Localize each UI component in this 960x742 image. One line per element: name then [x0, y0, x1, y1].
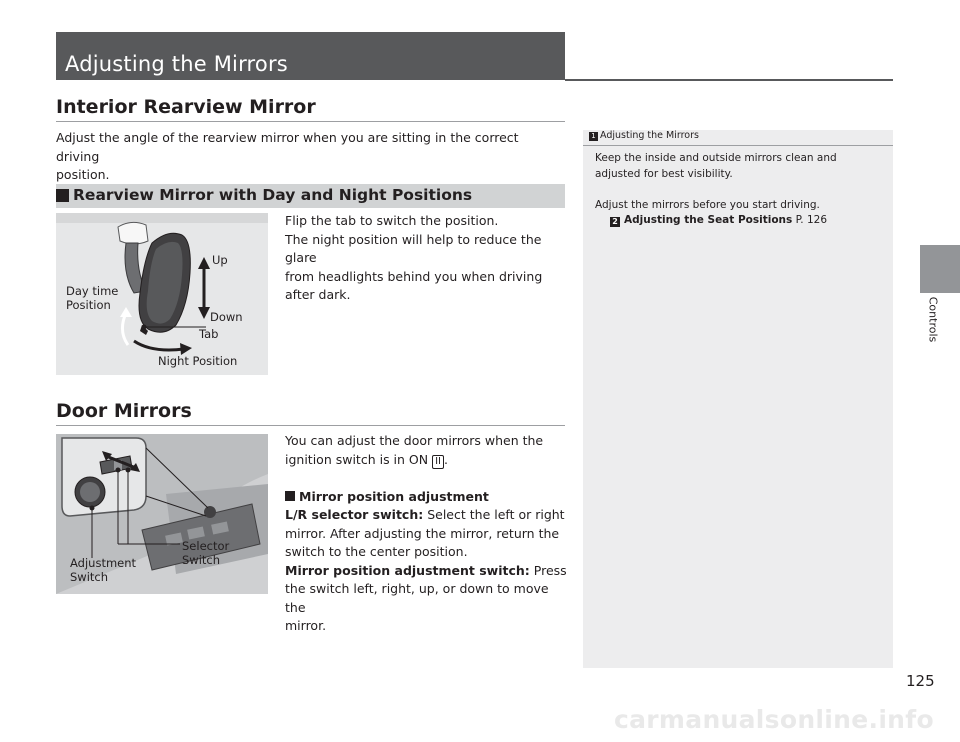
- tab-label: Tab: [199, 327, 219, 341]
- watermark-text: carmanualsonline.info: [614, 705, 934, 734]
- adjust-switch-line: [285, 562, 567, 581]
- page-title-bar: [56, 32, 565, 80]
- lr-selector-label: L/R selector switch:: [285, 507, 424, 522]
- section-square-icon: [56, 189, 69, 202]
- adjust-switch-label: Mirror position adjustment switch:: [285, 562, 530, 578]
- selector-switch-label: [182, 539, 229, 567]
- description-line: Flip the tab to switch the position.: [285, 213, 499, 228]
- selector-switch-line: Selector: [182, 539, 230, 553]
- reference-arrow-icon: 2: [610, 217, 620, 227]
- adjust-switch-text: Press: [529, 562, 567, 578]
- adjustment-switch-label: [70, 556, 136, 584]
- note-line: Keep the inside and outside mirrors clean and: [595, 152, 837, 164]
- rearview-mirror-figure: [56, 213, 268, 375]
- intro-line: Adjust the angle of the rearview mirror when you are sitting in the correct driving: [56, 130, 519, 164]
- title-rule: [565, 79, 893, 81]
- page-number: 125: [906, 672, 935, 690]
- note-line: adjusted for best visibility.: [595, 167, 733, 180]
- day-position-line: Position: [66, 298, 111, 312]
- lr-selector-text: Select the left or right: [423, 507, 565, 522]
- page-title: Adjusting the Mirrors: [65, 52, 288, 76]
- lr-selector-line: [285, 506, 567, 525]
- lr-selector-text: switch to the center position.: [285, 544, 468, 559]
- adjust-switch-text: the switch left, right, up, or down to move the: [285, 581, 549, 615]
- note-line: Adjust the mirrors before you start driving.: [595, 198, 820, 211]
- section-tab: [920, 245, 960, 293]
- note-marker-icon: 1: [589, 132, 598, 141]
- lr-selector-text: mirror. After adjusting the mirror, return the: [285, 525, 560, 541]
- mirror-adjust-subheading: Mirror position adjustment: [299, 488, 489, 504]
- description-line: The night position will help to reduce the glare: [285, 231, 542, 265]
- notes-sidebar-title: Adjusting the Mirrors: [600, 130, 699, 141]
- down-label: Down: [210, 310, 243, 324]
- door-text-line: [285, 451, 567, 470]
- day-night-subheading-bar: [56, 184, 565, 208]
- night-position-label: Night Position: [158, 354, 238, 368]
- door-mirror-figure: [56, 434, 268, 594]
- adjustment-switch-line: Switch: [70, 570, 109, 584]
- spacer: [595, 182, 885, 198]
- reference-page: P. 126: [792, 214, 828, 226]
- ignition-text-end: .: [444, 451, 448, 467]
- intro-line: position.: [56, 167, 110, 182]
- mirror-adjust-subheading-row: [285, 488, 567, 507]
- section-tab-label: Controls: [926, 296, 940, 343]
- spacer: [285, 469, 567, 488]
- ignition-text: ignition switch is in ON: [285, 451, 433, 467]
- notes-sidebar-body: [595, 151, 885, 229]
- ignition-on-symbol: II: [432, 455, 444, 469]
- day-position-label: [66, 284, 118, 312]
- interior-intro: [56, 129, 565, 185]
- up-label: Up: [212, 253, 228, 267]
- day-night-subheading: Rearview Mirror with Day and Night Positions: [73, 186, 473, 204]
- day-position-line: Day time: [66, 284, 119, 298]
- seat-positions-reference[interactable]: [595, 213, 885, 229]
- description-line: from headlights behind you when driving: [285, 268, 543, 284]
- section-square-icon: [285, 491, 295, 501]
- reference-link[interactable]: Adjusting the Seat Positions: [624, 214, 793, 226]
- door-mirrors-heading: Door Mirrors: [56, 400, 192, 422]
- door-mirror-text: [285, 432, 567, 636]
- notes-sidebar-header: [583, 130, 893, 146]
- section-tab-label-wrap: [914, 295, 960, 345]
- door-text-line: You can adjust the door mirrors when the: [285, 433, 544, 448]
- interior-heading-rule: [56, 121, 565, 122]
- adjust-switch-text: mirror.: [285, 618, 327, 633]
- description-line: after dark.: [285, 287, 351, 302]
- door-heading-rule: [56, 425, 565, 426]
- day-night-description: [285, 212, 567, 305]
- interior-mirror-heading: Interior Rearview Mirror: [56, 96, 316, 118]
- selector-switch-line: Switch: [182, 553, 221, 567]
- adjustment-switch-line: Adjustment: [70, 556, 137, 570]
